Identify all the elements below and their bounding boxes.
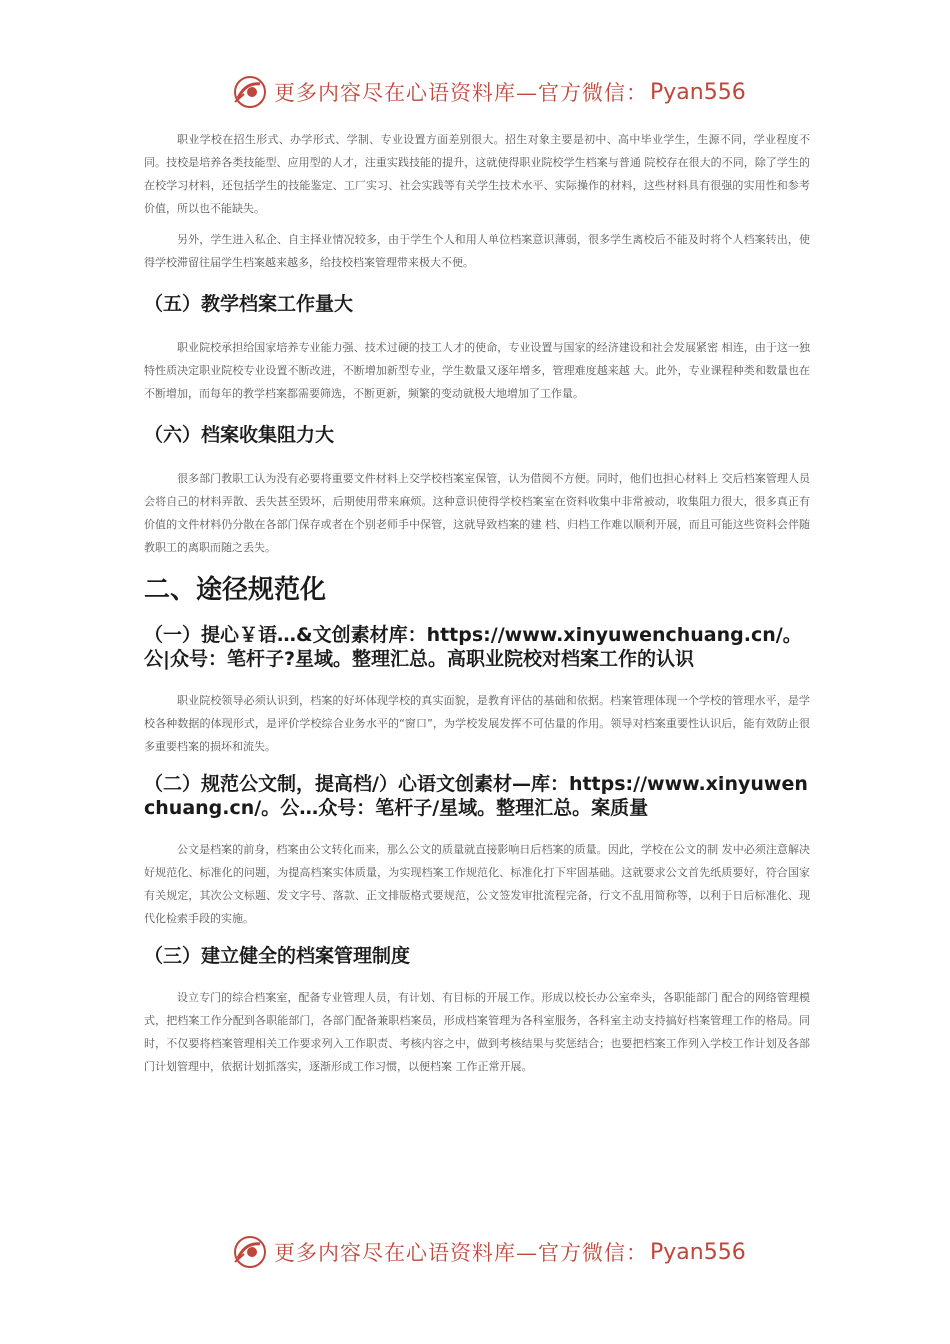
- paragraph: 公文是档案的前身，档案由公文转化而来，那么公文的质量就直接影响日后档案的质量。因此，学校在公文的制 发中必须注意解决好规范化、标准化的问题，为提高档案实体质量，为实现档案工作规范化、标准化打下牢固基础。这就要求公文首先纸质要好，符合国家有关规定，其次公文标题、发文字号、落款、正文排版格式要规范，公文签发审批流程完备，行文不乱用简称等，以利于日后标准化、现代化检索手段的实施。: [144, 843, 810, 925]
- banner-wechat-id: Pyan556: [650, 1239, 746, 1265]
- main-content: [144, 128, 810, 1086]
- watermark-banner-top: [230, 72, 750, 112]
- banner-wechat-id: Pyan556: [650, 79, 746, 105]
- watermark-banner-bottom: [230, 1232, 750, 1272]
- paragraph: 职业学校在招生形式、办学形式、学制、专业设置方面差别很大。招生对象主要是初中、高中毕业学生，生源不同，学业程度不同。技校是培养各类技能型、应用型的人才，注重实践技能的提升，这就使得职业院校学生档案与普通 院校存在很大的不同，除了学生的在校学习材料，还包括学生的技能鉴定、工厂实习、社会实践等有关学生技术水平、实际操作的材料，这些材料具有很强的实用性和参考价值，所以也不能缺失。: [144, 133, 810, 215]
- banner-text: 更多内容尽在心语资料库—官方微信：: [274, 1241, 648, 1265]
- section-heading-five: （五）教学档案工作量大: [144, 293, 354, 315]
- logo-icon: [230, 72, 270, 112]
- paragraph: 另外，学生进入私企、自主择业情况较多，由于学生个人和用人单位档案意识薄弱，很多学生离校后不能及时将个人档案转出，使得学校滞留往届学生档案越来越多，给技校档案管理带来极大不便。: [144, 233, 810, 269]
- section-heading-three-b: （三）建立健全的档案管理制度: [144, 945, 411, 967]
- section-heading-six: （六）档案收集阻力大: [144, 424, 335, 446]
- paragraph: 职业院校领导必须认识到，档案的好坏体现学校的真实面貌，是教育评估的基础和依据。档案管理体现一个学校的管理水平，是学校各种数据的体现形式，是评价学校综合业务水平的“窗口”，为学校发展发挥不可估量的作用。领导对档案重要性认识后，能有效防止很多重要档案的损坏和流失。: [144, 694, 810, 753]
- logo-icon: [230, 1232, 270, 1272]
- section-heading-one-b: （一）提心￥语…&文创素材库：https://www.xinyuwenchuang.cn/。公|众号：笔杆子?星域。整理汇总。高职业院校对档案工作的认识: [144, 624, 802, 670]
- chapter-heading-two: 二、途径规范化: [144, 575, 327, 605]
- banner-text: 更多内容尽在心语资料库—官方微信：: [274, 81, 648, 105]
- paragraph: 很多部门教职工认为没有必要将重要文件材料上交学校档案室保管，认为借阅不方便。同时，他们也担心材料上 交后档案管理人员会将自己的材料弄散、丢失甚至毁坏，后期使用带来麻烦。这种意识使得学校档案室在资料收集中非常被动，收集阻力很大，很多真正有价值的文件材料仍分散在各部门保存或者在个别老师手中保管，这就导致档案的建 档、归档工作难以顺利开展，而且可能这些资料会伴随教职工的离职而随之丢失。: [144, 472, 810, 554]
- section-heading-two-b: （二）规范公文制，提高档/）心语文创素材—库：https://www.xinyuwenchuang.cn/。公…众号：笔杆子/星域。整理汇总。案质量: [144, 773, 808, 819]
- paragraph: 职业院校承担给国家培养专业能力强、技术过硬的技工人才的使命，专业设置与国家的经济建设和社会发展紧密 相连，由于这一独特性质决定职业院校专业设置不断改进，不断增加新型专业，学生数量又逐年增多，管理难度越来越 大。此外，专业课程种类和数量也在不断增加，而每年的教学档案都需要筛选，不断更新，频繁的变动就极大地增加了工作量。: [144, 341, 810, 400]
- paragraph: 设立专门的综合档案室，配备专业管理人员，有计划、有目标的开展工作。形成以校长办公室牵头，各职能部门 配合的网络管理模式，把档案工作分配到各职能部门，各部门配备兼职档案员，形成档案管理为各科室服务，各科室主动支持搞好档案管理工作的格局。同时，不仅要将档案管理相关工作要求列入工作职责、考核内容之中，做到考核结果与奖惩结合；也要把档案工作列入学校工作计划及各部门计划管理中，依据计划抓落实，逐渐形成工作习惯，以便档案 工作正常开展。: [144, 991, 810, 1073]
